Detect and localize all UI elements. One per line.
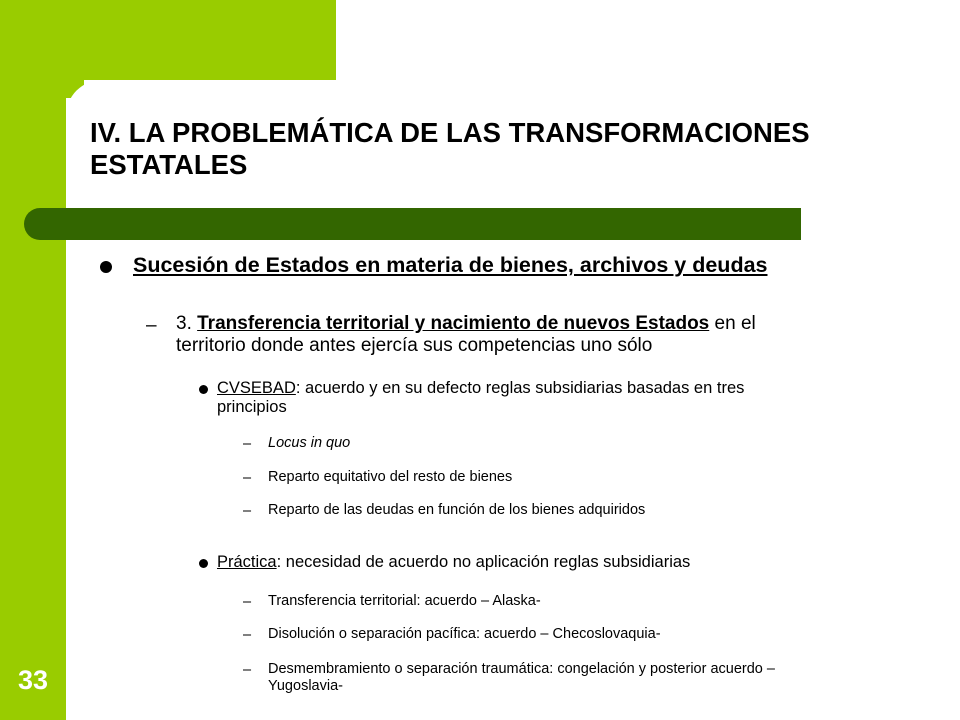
bullet-dot [199,559,208,568]
cvsebad-line-2: principios [217,398,287,416]
bullet-dot [199,385,208,394]
sub-item-line-1 [176,313,756,335]
sub-item-underlined: Transferencia territorial y nacimiento de nuevos Estados [197,313,710,334]
cvsebad-line-1 [217,379,744,398]
title-line-2: ESTATALES [90,149,248,180]
list-item-line-1: Desmembramiento o separación traumática: congelación y posterior acuerdo – [268,661,775,677]
cvsebad-text: : acuerdo y en su defecto reglas subsidiarias basadas en tres [295,379,745,397]
dash-marker: – [243,627,252,643]
list-item: Reparto equitativo del resto de bienes [268,469,513,485]
dash-marker: – [243,436,252,452]
dash-marker: – [243,662,252,678]
heading-bullet-text: Sucesión de Estados en materia de bienes, archivos y deudas [133,253,768,277]
cvsebad-label: CVSEBAD [217,379,296,397]
list-item-line-2: Yugoslavia- [268,678,343,694]
list-item: Transferencia territorial: acuerdo – Alaska- [268,593,541,609]
practica-line [217,553,690,572]
title-divider-bar [24,208,801,240]
list-item: Reparto de las deudas en función de los bienes adquiridos [268,502,646,518]
left-accent-bar [0,0,66,720]
heading-bullet [133,253,768,278]
slide-title [90,117,950,181]
list-item: Locus in quo [268,435,351,451]
dash-marker: – [146,315,157,336]
dash-marker: – [243,470,252,486]
top-accent-block [66,0,336,80]
sub-item-line-2: territorio donde antes ejercía sus competencias uno sólo [176,335,653,356]
list-item: Disolución o separación pacífica: acuerdo – Checoslovaquia- [268,626,661,642]
title-line-1: IV. LA PROBLEMÁTICA DE LAS TRANSFORMACIONES [90,117,810,148]
page-number: 33 [17,665,49,695]
dash-marker: – [243,503,252,519]
sub-item-prefix: 3. [176,313,198,334]
practica-text: : necesidad de acuerdo no aplicación reglas subsidiarias [276,553,691,571]
sub-item-rest: en el [709,313,756,334]
practica-label: Práctica [217,553,277,571]
bullet-dot [100,261,112,273]
dash-marker: – [243,594,252,610]
